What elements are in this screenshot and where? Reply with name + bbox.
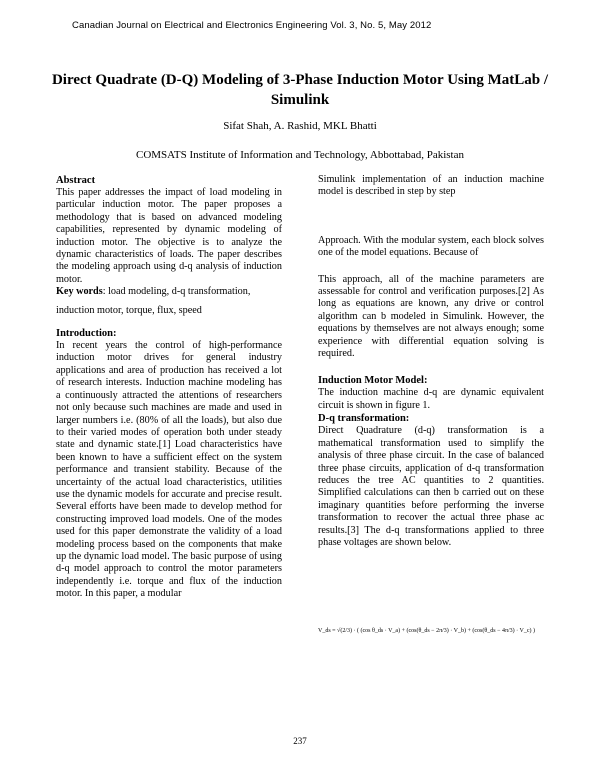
dq-transformation-heading: D-q transformation: bbox=[318, 413, 410, 425]
abstract-heading: Abstract bbox=[56, 175, 96, 186]
page-number: 237 bbox=[293, 736, 307, 746]
keywords-text-continued: induction motor, torque, flux, speed bbox=[56, 304, 202, 316]
affiliation: COMSATS Institute of Information and Technology, Abbottabad, Pakistan bbox=[136, 149, 464, 161]
induction-motor-heading: Induction Motor Model: bbox=[318, 375, 428, 387]
right-para-1: Simulink implementation of an induction machine model is described in step by step bbox=[318, 174, 544, 198]
left-column bbox=[56, 174, 282, 601]
journal-header: Canadian Journal on Electrical and Electronics Engineering Vol. 3, No. 5, May 2012 bbox=[72, 20, 432, 31]
right-para-2: Approach. With the modular system, each block solves one of the model equations. Because of bbox=[318, 234, 544, 259]
authors: Sifat Shah, A. Rashid, MKL Bhatti bbox=[223, 120, 377, 132]
introduction-text: In recent years the control of high-performance induction motor drives for general industry applications and area of production has received a lot of research interests. Induction machine modeling has a continuously attracted the attentions of researchers not only because such machines are made and used in larger numbers i.e. (80% of all the loads), but also due to their varied modes of operation both under steady state and dynamic state.[1] Load characteristics have been known to have a sufficient effect on the system performance and transient stability. Because of the uncertainty of the actual load characteristics, utilities use the dynamic models for accurate and precise result. Several efforts have been made to develop method for constructing improved load models. One of the modes used for this paper demonstrate the validity of a load modeling process based on the components that make up the dynamic load model. The basic purpose of using d-q model approach to control the motor parameters independently i.e. torque and flux of the induction motor. In this paper, a modular bbox=[56, 340, 282, 600]
right-column bbox=[318, 174, 544, 549]
right-para-3: This approach, all of the machine parameters are assessable for control and verification purposes.[2] As long as equations are known, any drive or control algorithm can b modeled in Simulink. However, the equations by themselves are not always enough; some experience with differential equation solving is required. bbox=[318, 273, 544, 360]
induction-motor-text: The induction machine d-q are dynamic equivalent circuit is shown in figure 1. bbox=[318, 387, 544, 411]
dq-equation bbox=[318, 622, 558, 644]
keywords-label: Key words bbox=[56, 286, 103, 298]
abstract-text: This paper addresses the impact of load modeling in particular induction motor. The paper proposes a methodology that is based on advanced modeling capabilities, represented by dynamic modeling of induction motor. The objective is to analyze the dynamic characteristics of loads. The paper describes the modeling approach using d-q analysis of induction motor. bbox=[56, 187, 282, 285]
equation-text: V_ds = √(2/3) · ( (cos θ_ds · V_a) + (cos(θ_ds − 2π/3) · V_b) + (cos(θ_ds − 4π/3) · V_c) ) bbox=[318, 628, 536, 634]
keywords-text: : load modeling, d-q transformation, bbox=[102, 286, 251, 298]
paper-title: Direct Quadrate (D-Q) Modeling of 3-Phase Induction Motor Using MatLab / Simulink bbox=[51, 72, 549, 108]
keywords bbox=[56, 286, 282, 298]
dq-transformation-text: Direct Quadrature (d-q) transformation is a mathematical transformation used to simplify the analysis of three phase circuit. In the case of balanced three phase circuits, application of d-q transformation reduces the tree AC quantities to 2 quantities. Simplified calculations can then b carried out on these imaginary quantities before performing the inverse transformation to recover the actual three phase ac results.[3] The d-q transformations applied to three phase voltages are shown below. bbox=[318, 425, 544, 548]
introduction-heading: Introduction: bbox=[56, 328, 117, 340]
